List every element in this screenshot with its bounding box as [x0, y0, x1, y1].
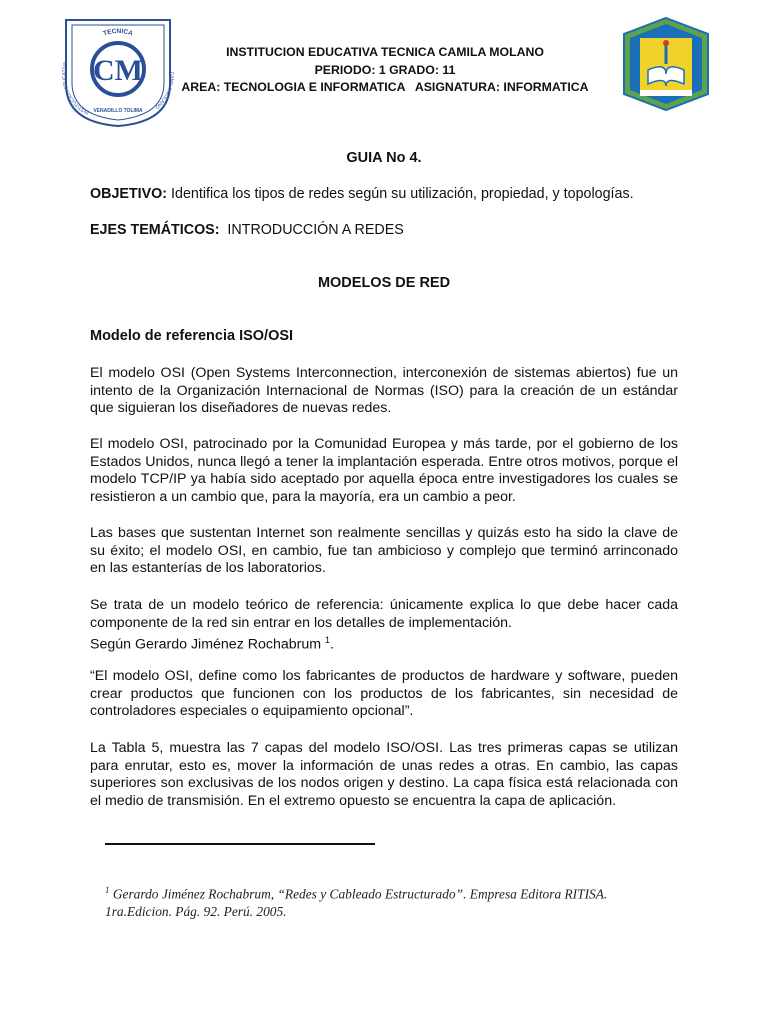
footnote-number: 1 [105, 885, 110, 895]
themes-text: INTRODUCCIÓN A REDES [219, 222, 404, 238]
footnote-text: Gerardo Jiménez Rochabrum, “Redes y Cableado Estructurado”. Empresa Editora RITISA. 1ra.Edicion. Pág. 92. Perú. 2005. [105, 886, 608, 919]
document-header [150, 44, 620, 97]
seal-right-text: CAMILA MOLANO [153, 71, 174, 110]
paragraph: “El modelo OSI, define como los fabricantes de productos de hardware y software, pueden crear productos que funcionen con los productos de los fabricantes, sin necesidad de controladores especiales o equipamiento opcional”. [90, 668, 678, 720]
institution-shield-logo [616, 14, 716, 114]
seal-bottom-text: VENADILLO TOLIMA [93, 108, 143, 114]
themes-line [90, 222, 404, 238]
objective-label: OBJETIVO: [90, 186, 168, 202]
seal-top-text: TECNICA [102, 27, 134, 38]
objective-text: Identifica los tipos de redes según su utilización, propiedad, y topologías. [167, 186, 634, 202]
attribution-line [90, 632, 678, 654]
period-grade: PERIODO: 1 GRADO: 11 [314, 62, 456, 77]
themes-label: EJES TEMÁTICOS: [90, 222, 220, 238]
paragraph: La Tabla 5, muestra las 7 capas del modelo ISO/OSI. Las tres primeras capas se utilizan para enrutar, esto es, mover la información de unas redes a otras. En cambio, las capas superiores son exclusivas de los nodos origen y destino. La capa física está relacionada con el medio de transmisión. En el extremo opuesto se encuentra la capa de aplicación. [90, 740, 678, 810]
seal-monogram: CM [93, 54, 143, 87]
paragraph: Las bases que sustentan Internet son realmente sencillas y quizás esto ha sido la clave de su éxito; el modelo OSI, en cambio, fue tan ambicioso y complejo que terminó arrinconado en las estanterías de los laboratorios. [90, 525, 678, 577]
seal-left-text: INSTITUCION EDUCATIVA [62, 61, 90, 115]
footnote-reference[interactable]: 1 [325, 635, 331, 646]
institution-name: INSTITUCION EDUCATIVA TECNICA CAMILA MOLANO [226, 45, 544, 59]
section-title: MODELOS DE RED [317, 275, 451, 291]
footnote-divider [105, 843, 375, 845]
paragraph: Se trata de un modelo teórico de referencia: únicamente explica lo que debe hacer cada componente de la red sin entrar en los detalles de implementación. [90, 597, 678, 631]
subsection-title: Modelo de referencia ISO/OSI [90, 328, 294, 344]
area-subject: AREA: TECNOLOGIA E INFORMATICA ASIGNATURA: INFORMATICA [181, 80, 589, 94]
attribution-text: Según Gerardo Jiménez Rochabrum [90, 637, 326, 654]
paragraph: El modelo OSI (Open Systems Interconnection, interconexión de sistemas abiertos) fue un intento de la Organización Internacional de Normas (ISO) para la creación de un estándar que siguieran los diseñadores de nuevas redes. [90, 365, 678, 417]
paragraph-with-attribution [90, 597, 678, 655]
attribution-end: . [330, 637, 334, 654]
footnote [105, 882, 665, 920]
paragraph: El modelo OSI, patrocinado por la Comunidad Europea y más tarde, por el gobierno de los Estados Unidos, nunca llegó a tener la implantación esperada. Entre otros motivos, porque el modelo TCP/IP ya había sido aceptado por aquella época entre investigadores los cuales se resistieron a un cambio que, para la mayoría, era un cambio a peor. [90, 436, 678, 506]
guide-title: GUIA No 4. [346, 150, 422, 166]
objective-line [90, 186, 634, 202]
